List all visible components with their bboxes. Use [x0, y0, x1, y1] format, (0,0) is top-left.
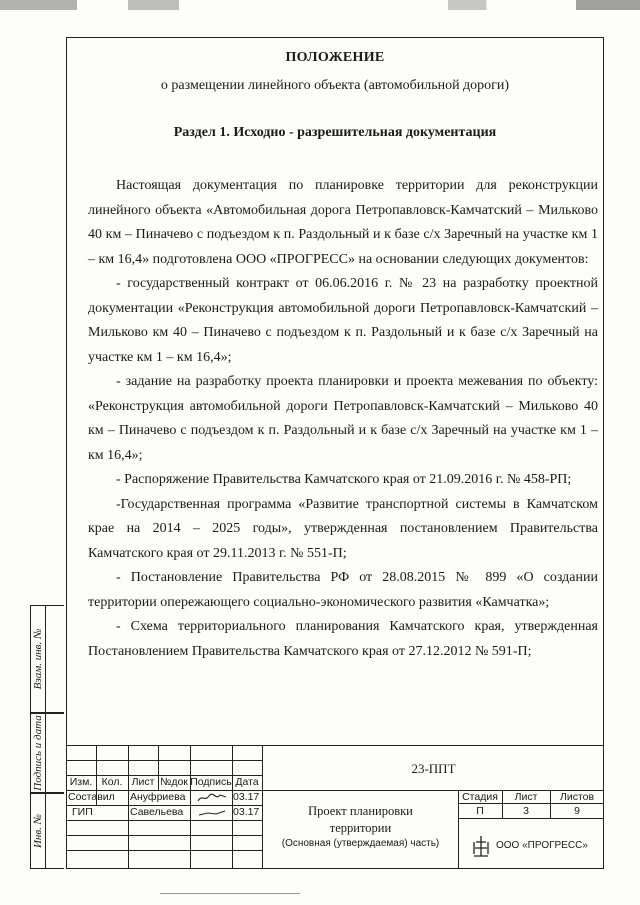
name-anufrieva: Ануфриева	[130, 791, 186, 803]
header-data: Дата	[235, 776, 259, 788]
doc-title-line1: Проект планировки	[308, 804, 413, 818]
side-label-inv: Инв. №	[32, 813, 44, 849]
value-list: 3	[523, 805, 529, 817]
paragraph-intro: Настоящая документация по планировке территории для реконструкции линейного объекта «Автомобильная дорога Петропавловск-Камчатский – Мильково 40 км – Пиначево с подъездом к п. Раздольный и к базе с/х Заречный на участке км 1 – км 16,4» подготовлена ООО «ПРОГРЕСС» на основании следующих документов:	[88, 178, 598, 267]
company-logo-icon	[470, 834, 492, 858]
scan-artifact	[0, 0, 640, 10]
section-heading: Раздел 1. Исходно - разрешительная документация	[173, 125, 497, 140]
role-sostavil: Составил	[68, 791, 115, 803]
document-title: ПОЛОЖЕНИЕ	[285, 50, 385, 65]
list-item: -Государственная программа «Развитие транспортной системы в Камчатском крае на 2014 – 2025 годы», утвержденная постановлением Правительства Камчатского края от 29.11.2013 г. № 551-П;	[88, 496, 598, 561]
document-subtitle: о размещении линейного объекта (автомобильной дороги)	[160, 78, 510, 93]
header-list: Лист	[131, 776, 155, 788]
scan-artifact	[160, 893, 300, 894]
document-code: 23-ППТ	[411, 761, 456, 776]
doc-title-line2: территории	[329, 821, 392, 835]
header-izm: Изм.	[69, 776, 93, 788]
role-gip: ГИП	[72, 806, 93, 818]
date-row2: 03.17	[233, 806, 260, 818]
list-item: - Постановление Правительства РФ от 28.08.2015 № 899 «О создании территории опережающего социально-экономического развития «Камчатка»;	[88, 570, 598, 610]
document-body	[88, 174, 598, 664]
date-row1: 03.17	[233, 791, 260, 803]
name-saveleva: Савельева	[130, 806, 184, 818]
side-label-vzam: Взам. инв. №	[32, 628, 44, 690]
label-list: Лист	[514, 791, 538, 803]
list-item: - Схема территориального планирования Камчатского края, утвержденная Постановлением Правительства Камчатского края от 27.12.2012 № 591-П;	[88, 619, 598, 659]
label-stadia: Стадия	[462, 791, 498, 803]
signature-mark	[196, 807, 228, 819]
company-name: ООО «ПРОГРЕСС»	[496, 840, 588, 851]
side-label-podpis: Подпись и дата	[32, 715, 44, 791]
list-item: - государственный контракт от 06.06.2016 г. № 23 на разработку проектной документации «Реконструкция автомобильной дороги Петропавловск-Камчатский – Мильково км 40 – Пиначево с подъездом к п. Раздольный и к базе с/х Заречный на участке км 1 – км 16,4»;	[88, 276, 598, 365]
list-item: - Распоряжение Правительства Камчатского края от 21.09.2016 г. № 458-РП;	[116, 472, 572, 487]
header-podpis: Подпись	[190, 776, 232, 788]
title-block	[66, 745, 604, 869]
doc-title-line3: (Основная (утверждаемая) часть)	[281, 838, 440, 849]
header-kol: Кол.	[101, 776, 123, 788]
label-listov: Листов	[559, 791, 595, 803]
side-stamp-vzam	[30, 605, 64, 713]
side-stamp-inv	[30, 793, 64, 869]
value-stadia: П	[476, 805, 484, 817]
signature-mark	[196, 792, 228, 804]
value-listov: 9	[574, 805, 580, 817]
side-stamp-podpis	[30, 713, 64, 793]
list-item: - задание на разработку проекта планировки и проекта межевания по объекту: «Реконструкция автомобильной дороги Петропавловск-Камчатский – Мильково 40 км – Пиначево с подъездом к п. Раздольный и к базе с/х Заречный на участке км 1 – км 16,4»;	[88, 374, 598, 463]
header-ndok: №док	[160, 776, 188, 788]
